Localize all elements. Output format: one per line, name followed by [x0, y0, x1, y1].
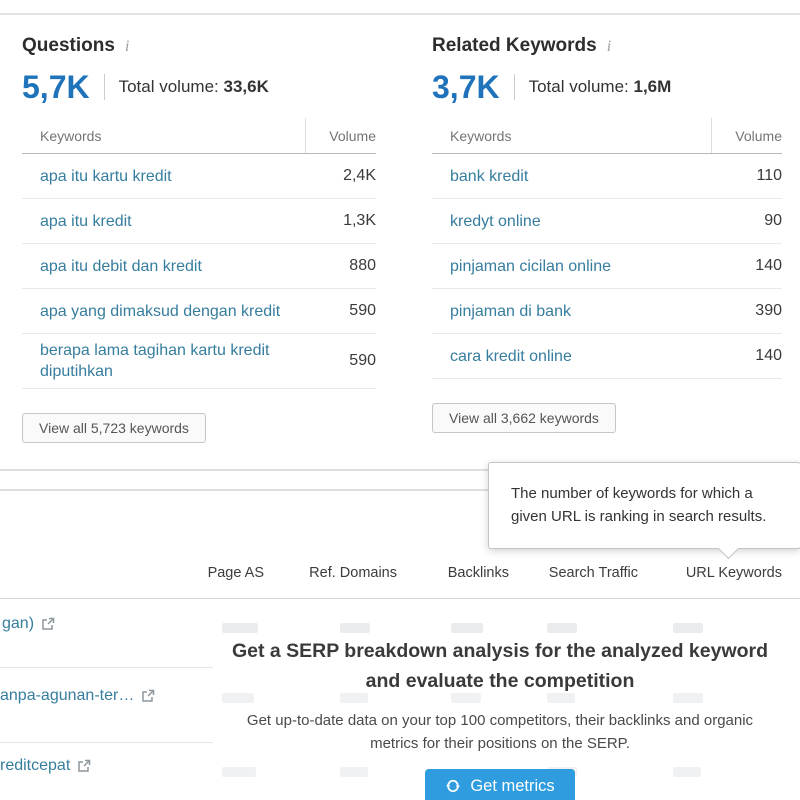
- keyword-link[interactable]: cara kredit online: [450, 347, 572, 365]
- column-header-url-keywords: URL Keywords: [685, 565, 782, 581]
- view-all-questions-button[interactable]: View all 5,723 keywords: [22, 413, 206, 443]
- url-link[interactable]: [2, 612, 55, 636]
- external-link-icon: [41, 617, 55, 631]
- table-row: [432, 289, 782, 334]
- column-header-backlinks: Backlinks: [447, 565, 509, 581]
- external-link-icon: [77, 759, 91, 773]
- volume-column-header: Volume: [711, 118, 782, 153]
- url-link[interactable]: [0, 754, 91, 778]
- keyword-link[interactable]: pinjaman cicilan online: [450, 257, 611, 275]
- info-icon[interactable]: i: [124, 38, 130, 55]
- table-row: [22, 289, 376, 334]
- promo-subtext: Get up-to-date data on your top 100 competitors, their backlinks and organic metrics for their positions on the SERP.: [246, 712, 754, 752]
- keyword-link[interactable]: pinjaman di bank: [450, 302, 571, 320]
- questions-title-row: [22, 34, 376, 58]
- total-volume-value: 33,6K: [223, 77, 269, 96]
- related-keywords-title: Related Keywords: [432, 35, 597, 56]
- table-row: [22, 334, 376, 389]
- table-row: [432, 199, 782, 244]
- get-metrics-label: Get metrics: [470, 776, 555, 795]
- keywords-column-header: Keywords: [40, 127, 102, 144]
- keyword-link[interactable]: bank kredit: [450, 167, 529, 185]
- related-total-volume: [529, 77, 672, 97]
- url-link-text: gan): [2, 615, 35, 632]
- keyword-link[interactable]: apa yang dimaksud dengan kredit: [40, 302, 281, 320]
- blurred-value-placeholder: [222, 623, 258, 633]
- stat-divider: [104, 74, 105, 100]
- info-icon[interactable]: i: [606, 38, 612, 55]
- table-header: [22, 118, 376, 154]
- promo-heading: Get a SERP breakdown analysis for the analyzed keyword and evaluate the competition: [231, 640, 769, 692]
- total-volume-value: 1,6M: [633, 77, 672, 96]
- volume-value: 590: [349, 352, 376, 369]
- total-volume-label: Total volume:: [118, 77, 219, 96]
- related-stat-row: [432, 68, 782, 106]
- related-keywords-panel: [432, 34, 782, 433]
- keyword-link[interactable]: apa itu kartu kredit: [40, 167, 172, 185]
- volume-value: 2,4K: [343, 167, 376, 184]
- external-link-icon: [141, 689, 155, 703]
- keyword-link[interactable]: berapa lama tagihan kartu kredit diputihkan: [40, 342, 270, 380]
- table-row: [22, 154, 376, 199]
- questions-total-volume: [119, 77, 269, 97]
- row-divider: [0, 742, 213, 743]
- related-count: 3,7K: [432, 69, 500, 105]
- questions-stat-row: [22, 68, 376, 106]
- url-link[interactable]: [0, 684, 155, 708]
- get-metrics-button[interactable]: [425, 769, 574, 800]
- row-divider: [0, 667, 213, 668]
- related-table: [432, 118, 782, 379]
- refresh-icon: [445, 778, 461, 794]
- keyword-link[interactable]: apa itu kredit: [40, 212, 132, 230]
- volume-value: 110: [756, 167, 782, 184]
- table-header-divider: [0, 598, 800, 599]
- questions-title: Questions: [22, 35, 115, 56]
- keyword-link[interactable]: kredyt online: [450, 212, 541, 230]
- blurred-value-placeholder: [673, 623, 703, 633]
- volume-value: 880: [349, 257, 376, 274]
- volume-value: 1,3K: [343, 212, 376, 229]
- keywords-column-header: Keywords: [450, 127, 512, 144]
- keyword-link[interactable]: apa itu debit dan kredit: [40, 257, 202, 275]
- volume-value: 140: [755, 257, 782, 274]
- related-title-row: [432, 34, 782, 58]
- url-keywords-tooltip: [488, 462, 800, 549]
- table-row: [22, 199, 376, 244]
- volume-value: 140: [755, 347, 782, 364]
- blurred-value-placeholder: [547, 623, 577, 633]
- volume-value: 590: [349, 302, 376, 319]
- url-link-text: reditcepat: [0, 757, 71, 774]
- table-row: [432, 244, 782, 289]
- volume-value: 90: [764, 212, 782, 229]
- questions-panel: [22, 34, 376, 443]
- questions-count: 5,7K: [22, 69, 90, 105]
- url-link-text: anpa-agunan-ter…: [0, 687, 135, 704]
- table-header: [432, 118, 782, 154]
- column-header-page-as: Page AS: [207, 565, 264, 581]
- questions-table: [22, 118, 376, 389]
- column-header-search-traffic: Search Traffic: [548, 565, 638, 581]
- top-divider: [0, 13, 800, 15]
- volume-column-header: Volume: [305, 118, 376, 153]
- blurred-value-placeholder: [451, 623, 483, 633]
- total-volume-label: Total volume:: [528, 77, 629, 96]
- serp-promo-overlay: [205, 636, 795, 800]
- view-all-related-button[interactable]: View all 3,662 keywords: [432, 403, 616, 433]
- stat-divider: [514, 74, 515, 100]
- tooltip-text: The number of keywords for which a given URL is ranking in search results.: [511, 485, 767, 525]
- table-row: [432, 154, 782, 199]
- volume-value: 390: [755, 302, 782, 319]
- table-row: [432, 334, 782, 379]
- table-row: [22, 244, 376, 289]
- blurred-value-placeholder: [340, 623, 370, 633]
- column-header-ref-domains: Ref. Domains: [309, 565, 397, 581]
